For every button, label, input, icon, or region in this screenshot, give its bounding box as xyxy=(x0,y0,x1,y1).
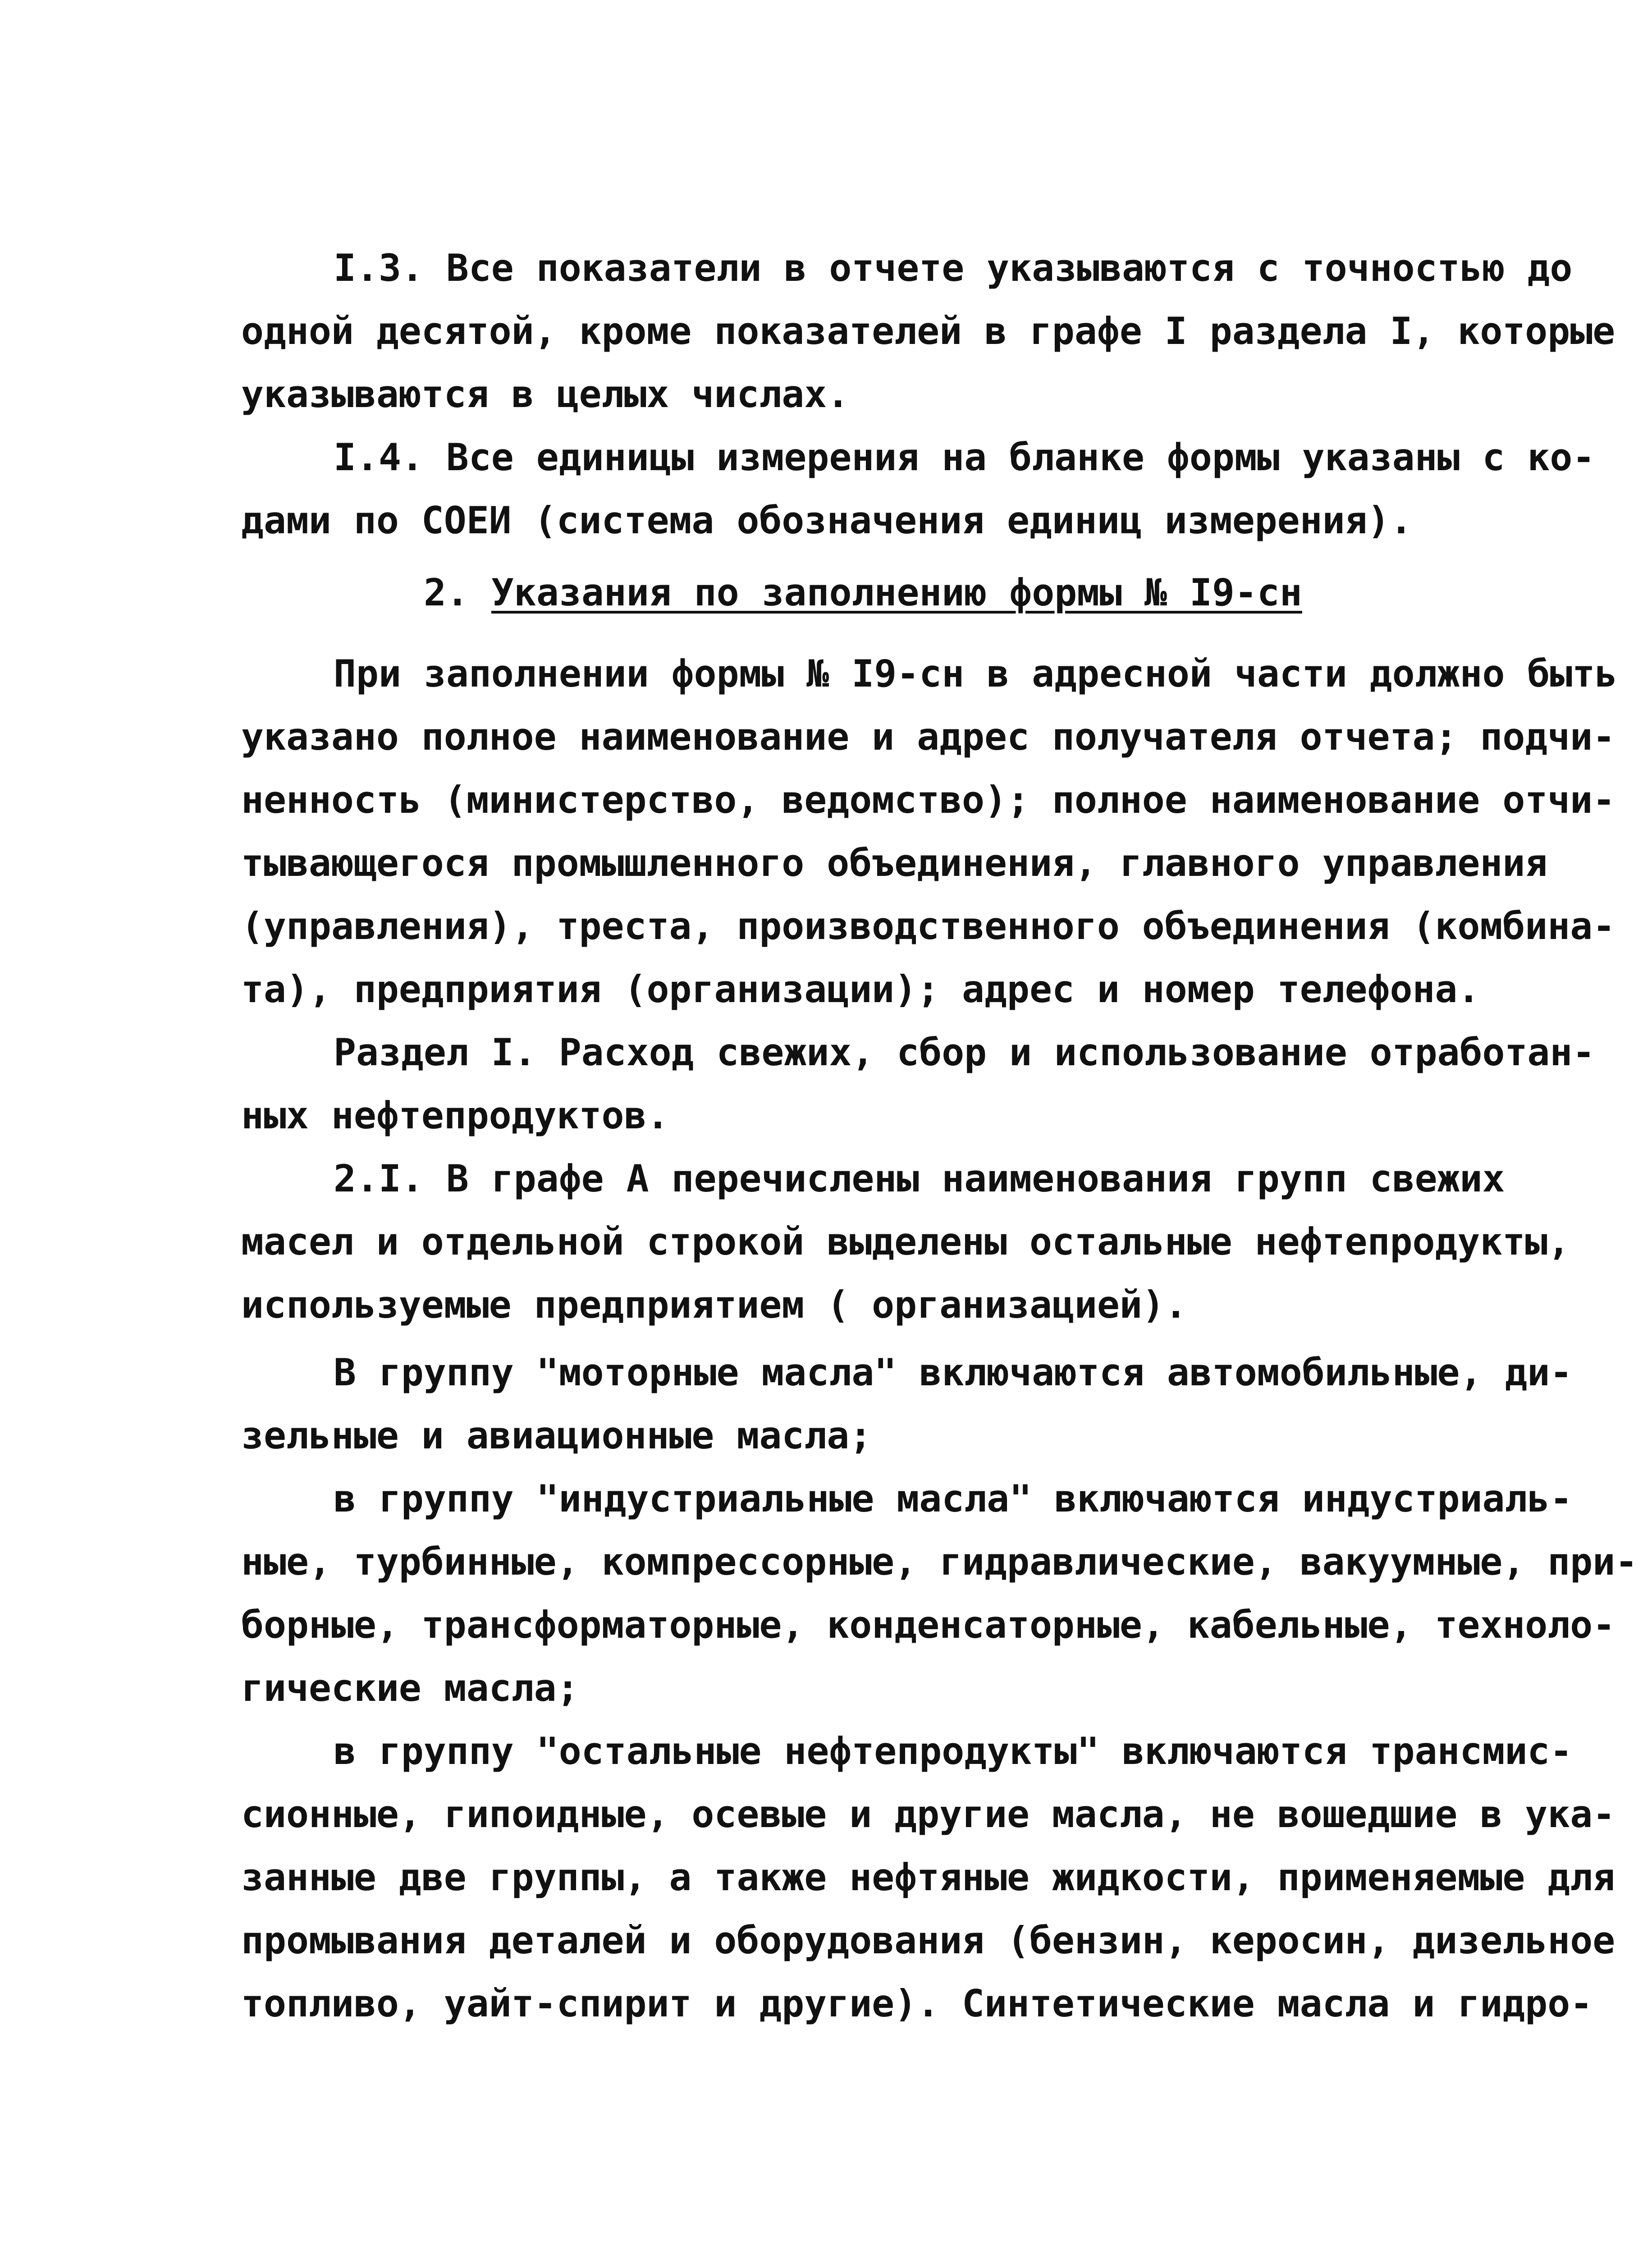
intro-paragraph-line-5: (управления), треста, производственного объединения (комбина- xyxy=(241,904,1615,948)
other-products-line-1: в группу "остальные нефтепродукты" включаются трансмис- xyxy=(334,1729,1573,1773)
intro-paragraph-line-3: ненность (министерство, ведомство); полное наименование отчи- xyxy=(241,778,1615,822)
section-1-title-line-2: ных нефтепродуктов. xyxy=(241,1094,669,1137)
paragraph-1-3-line-1: I.3. Все показатели в отчете указываются с точностью до xyxy=(334,246,1573,290)
industrial-oils-line-1: в группу "индустриальные масла" включаются индустриаль- xyxy=(334,1477,1573,1521)
other-products-line-3: занные две группы, а также нефтяные жидкости, применяемые для xyxy=(241,1855,1615,1899)
other-products-line-5: топливо, уайт-спирит и другие). Синтетические масла и гидро- xyxy=(241,1982,1593,2025)
motor-oils-line-1: В группу "моторные масла" включаются автомобильные, ди- xyxy=(334,1351,1573,1394)
industrial-oils-line-2: ные, турбинные, компрессорные, гидравлические, вакуумные, при- xyxy=(241,1540,1638,1584)
other-products-line-2: сионные, гипоидные, осевые и другие масла, не вошедшие в ука- xyxy=(241,1792,1615,1836)
paragraph-2-1-line-3: используемые предприятием ( организацией). xyxy=(241,1283,1187,1327)
paragraph-1-3-line-2: одной десятой, кроме показателей в графе I раздела I, которые xyxy=(241,309,1615,353)
intro-paragraph-line-6: та), предприятия (организации); адрес и номер телефона. xyxy=(241,967,1480,1011)
motor-oils-line-2: зельные и авиационные масла; xyxy=(241,1414,872,1457)
paragraph-2-1-line-2: масел и отдельной строкой выделены остальные нефтепродукты, xyxy=(241,1220,1570,1264)
intro-paragraph-line-4: тывающегося промышленного объединения, главного управления xyxy=(241,841,1548,885)
industrial-oils-line-3: борные, трансформаторные, конденсаторные, кабельные, техноло- xyxy=(241,1603,1615,1647)
paragraph-2-1-line-1: 2.I. В графе А перечислены наименования групп свежих xyxy=(334,1157,1505,1200)
other-products-line-4: промывания деталей и оборудования (бензин, керосин, дизельное xyxy=(241,1919,1615,1962)
industrial-oils-line-4: гические масла; xyxy=(241,1666,579,1710)
intro-paragraph-line-2: указано полное наименование и адрес получателя отчета; подчи- xyxy=(241,715,1615,759)
paragraph-1-4-line-2: дами по СОЕИ (система обозначения единиц измерения). xyxy=(241,499,1413,542)
paragraph-1-3-line-3: указываются в целых числах. xyxy=(241,372,850,416)
paragraph-1-4-line-1: I.4. Все единицы измерения на бланке формы указаны с ко- xyxy=(334,435,1595,479)
section-heading xyxy=(424,570,1302,615)
intro-paragraph-line-1: При заполнении формы № I9-сн в адресной части должно быть xyxy=(334,652,1618,696)
section-heading-number: 2. xyxy=(424,571,469,614)
section-heading-title: Указания по заполнению формы № I9-сн xyxy=(491,571,1302,614)
section-1-title-line-1: Раздел I. Расход свежих, сбор и использование отработан- xyxy=(334,1031,1595,1074)
